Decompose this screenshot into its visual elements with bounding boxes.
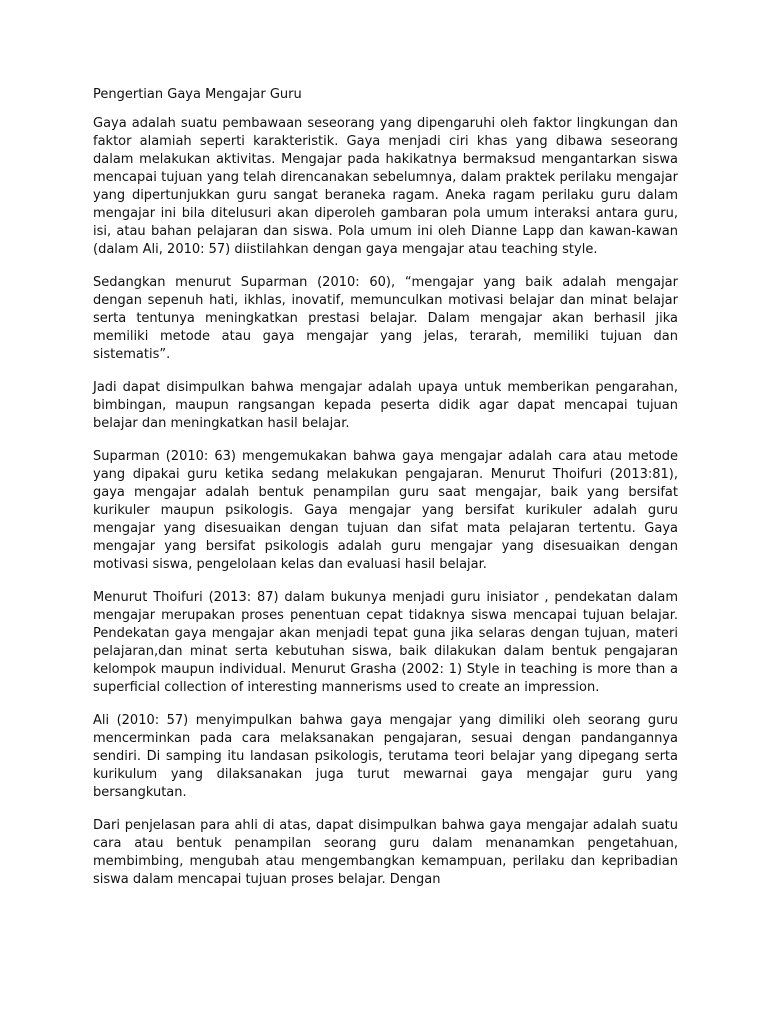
document-title: Pengertian Gaya Mengajar Guru	[93, 87, 302, 102]
paragraph-2: Sedangkan menurut Suparman (2010: 60), “mengajar yang baik adalah mengajar dengan sepenuh hati, ikhlas, inovatif, memunculkan motivasi belajar dan minat belajar serta tentunya meningkatkan prestasi belajar. Dalam mengajar akan berhasil jika memiliki metode atau gaya mengajar yang jelas, terarah, memiliki tujuan dan sistematis”.	[93, 275, 678, 362]
paragraph-3: Jadi dapat disimpulkan bahwa mengajar adalah upaya untuk memberikan pengarahan, bimbingan, maupun rangsangan kepada peserta didik agar dapat mencapai tujuan belajar dan meningkatkan hasil belajar.	[93, 380, 678, 431]
paragraph-5: Menurut Thoifuri (2013: 87) dalam bukunya menjadi guru inisiator , pendekatan dalam mengajar merupakan proses penentuan cepat tidaknya siswa mencapai tujuan belajar. Pendekatan gaya mengajar akan menjadi tepat guna jika selaras dengan tujuan, materi pelajaran,dan minat serta kebutuhan siswa, baik dilakukan dalam bentuk pengajaran kelompok maupun individual. Menurut Grasha (2002: 1) Style in teaching is more than a superficial collection of interesting mannerisms used to create an impression.	[93, 590, 678, 695]
paragraph-1: Gaya adalah suatu pembawaan seseorang yang dipengaruhi oleh faktor lingkungan dan faktor alamiah seperti karakteristik. Gaya menjadi ciri khas yang dibawa seseorang dalam melakukan aktivitas. Mengajar pada hakikatnya bermaksud mengantarkan siswa mencapai tujuan yang telah direncanakan sebelumnya, dalam praktek perilaku mengajar yang dipertunjukkan guru sangat beraneka ragam. Aneka ragam perilaku guru dalam mengajar ini bila ditelusuri akan diperoleh gambaran pola umum interaksi antara guru, isi, atau bahan pelajaran dan siswa. Pola umum ini oleh Dianne Lapp dan kawan-kawan (dalam Ali, 2010: 57) diistilahkan dengan gaya mengajar atau teaching style.	[93, 116, 678, 257]
paragraph-7: Dari penjelasan para ahli di atas, dapat disimpulkan bahwa gaya mengajar adalah suatu cara atau bentuk penampilan seorang guru dalam menanamkan pengetahuan, membimbing, mengubah atau mengembangkan kemampuan, perilaku dan kepribadian siswa dalam mencapai tujuan proses belajar. Dengan	[93, 818, 678, 887]
paragraph-4: Suparman (2010: 63) mengemukakan bahwa gaya mengajar adalah cara atau metode yang dipakai guru ketika sedang melakukan pengajaran. Menurut Thoifuri (2013:81), gaya mengajar adalah bentuk penampilan guru saat mengajar, baik yang bersifat kurikuler maupun psikologis. Gaya mengajar yang bersifat kurikuler adalah guru mengajar yang disesuaikan dengan tujuan dan sifat mata pelajaran tertentu. Gaya mengajar yang bersifat psikologis adalah guru mengajar yang disesuaikan dengan motivasi siswa, pengelolaan kelas dan evaluasi hasil belajar.	[93, 449, 678, 572]
paragraph-6: Ali (2010: 57) menyimpulkan bahwa gaya mengajar yang dimiliki oleh seorang guru mencerminkan pada cara melaksanakan pengajaran, sesuai dengan pandangannya sendiri. Di samping itu landasan psikologis, terutama teori belajar yang dipegang serta kurikulum yang dilaksanakan juga turut mewarnai gaya mengajar guru yang bersangkutan.	[93, 713, 678, 800]
